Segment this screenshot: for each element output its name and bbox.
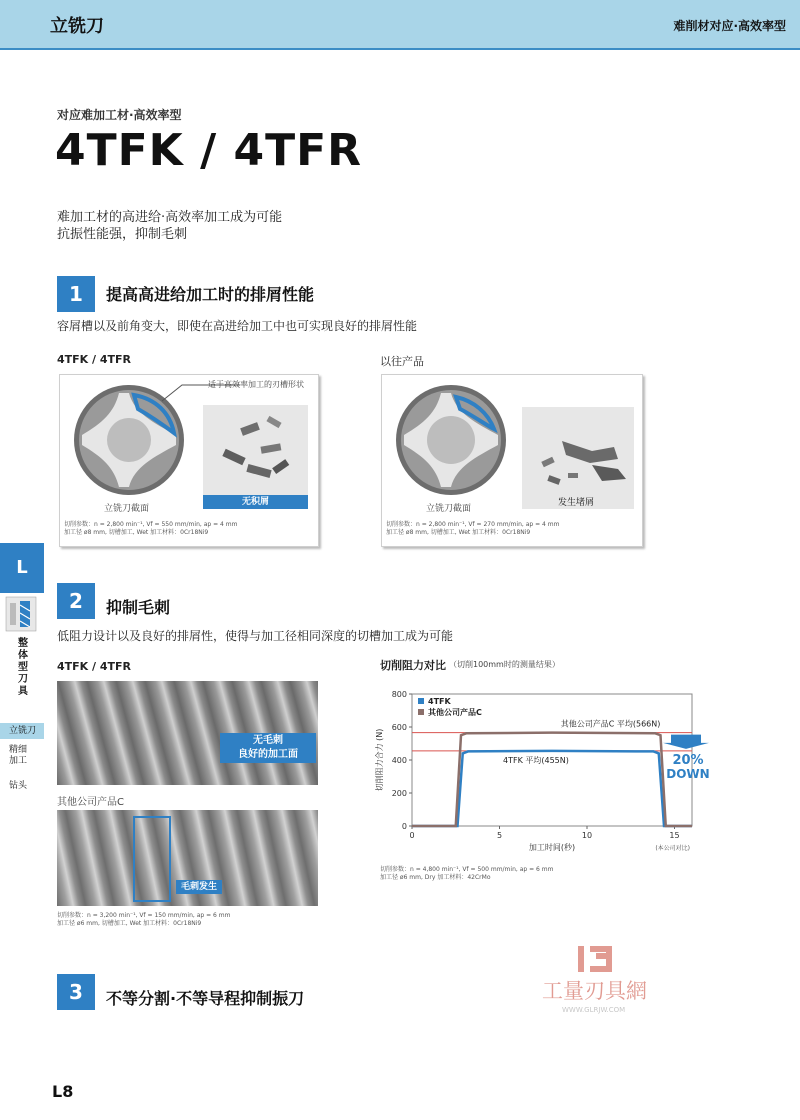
good-surface-text: 良好的加工面: [238, 749, 298, 760]
cross-section-label: 立铣刀截面: [104, 504, 150, 514]
section-1-title: 提高高进给加工时的排屑性能: [106, 285, 315, 304]
legend-label: 4TFK: [428, 697, 451, 706]
x-axis-label: 加工时间(秒): [528, 843, 576, 852]
watermark-url: WWW.GLRJW.COM: [562, 1006, 626, 1014]
cutting-conditions-1: 切削参数：n = 2,800 min⁻¹, Vf = 550 mm/min, ap = 4 mm: [64, 521, 238, 528]
sidebar-item-drill[interactable]: 钻头: [9, 781, 28, 791]
cutting-conditions-2: 加工径 ø8 mm, 切槽加工, Wet 加工材料：0Cr18Ni9: [64, 529, 209, 536]
header-title: 立铣刀: [50, 16, 104, 37]
chart-cond-2: 加工径 ø6 mm, Dry 加工材料：42CrMo: [380, 874, 491, 881]
x-tick-label: 10: [581, 831, 593, 840]
chip-photo: [203, 405, 308, 509]
y-tick-label: 800: [391, 690, 407, 699]
chip-clog-label: 发生堵屑: [558, 498, 595, 508]
legend-label: 其他公司产品C: [428, 708, 482, 717]
cross-section-label-conventional: 立铣刀截面: [426, 504, 472, 514]
legend-swatch: [418, 698, 424, 704]
legend-swatch: [418, 709, 424, 715]
chart-title: 切削阻力对比: [380, 659, 446, 672]
reduction-down: DOWN: [666, 766, 710, 781]
x-tick-label: 0: [409, 831, 415, 840]
chip-clog-photo: [522, 407, 634, 509]
annotation-competitor-avg: 其他公司产品C 平均(566N): [560, 719, 661, 729]
x-axis-note: (本公司对比): [655, 845, 690, 852]
conventional-product-panel: [381, 374, 643, 547]
y-tick-label: 200: [391, 789, 407, 798]
conventional-cross-section-icon: [394, 383, 508, 497]
burr-cond-2: 加工径 ø6 mm, 切槽加工, Wet 加工材料：0Cr18Ni9: [57, 920, 202, 927]
burr-photo-label-competitor: 其他公司产品C: [57, 797, 124, 808]
no-burr-text: 无毛刺: [253, 735, 283, 746]
y-tick-label: 600: [391, 723, 407, 732]
new-product-panel: [59, 374, 319, 547]
y-tick-label: 0: [401, 822, 407, 831]
product-title: 4TFK / 4TFR: [55, 125, 363, 176]
y-tick-label: 400: [391, 756, 407, 765]
sidebar-tab-l[interactable]: L: [0, 543, 44, 593]
page-number: L8: [52, 1082, 74, 1101]
flute-callout: 适于高效率加工的刃槽形状: [208, 380, 304, 389]
section-1-number: 1: [57, 276, 95, 312]
burr-occurred-tag: 毛刺发生: [176, 880, 222, 894]
section-3-title: 不等分割·不等导程抑制振刀: [106, 989, 305, 1008]
chart-cond-1: 切削参数：n = 4,800 min⁻¹, Vf = 500 mm/min, ap = 6 mm: [380, 866, 554, 873]
section-1-right-label: 以往产品: [380, 355, 424, 368]
y-axis-label: 切削阻力合力 (N): [375, 728, 384, 792]
page-header: [0, 0, 800, 48]
burr-photo-label-new: 4TFK / 4TFR: [57, 660, 132, 673]
section-2-title: 抑制毛刺: [106, 598, 171, 617]
watermark-text: 工量刃具網: [542, 979, 647, 1003]
chart-subtitle: （切削100mm时的测量结果）: [449, 660, 560, 669]
burr-highlight-box: [133, 816, 171, 902]
no-burr-tag: [220, 733, 316, 763]
product-desc-line2: 抗振性能强，抑制毛刺: [57, 227, 188, 242]
watermark-mark-icon: [538, 942, 678, 1022]
section-1-text: 容屑槽以及前角变大，即使在高进给加工中也可实现良好的排屑性能: [57, 319, 418, 333]
product-desc-line1: 难加工材的高进给·高效率加工成为可能: [57, 210, 283, 225]
x-tick-label: 15: [669, 831, 680, 840]
annotation-4tfk-avg: 4TFK 平均(455N): [503, 755, 569, 765]
section-2-text: 低阻力设计以及良好的排屑性，使得与加工径相同深度的切槽加工成为可能: [57, 629, 454, 643]
x-tick-label: 5: [496, 831, 503, 840]
product-subtitle: 对应难加工材·高效率型: [57, 108, 182, 122]
no-chip-buildup-tag: 无积屑: [203, 495, 308, 509]
cutting-conditions-conv-2: 加工径 ø8 mm, 切槽加工, Wet 加工材料：0Cr18Ni9: [386, 529, 531, 536]
section-1-left-label: 4TFK / 4TFR: [57, 353, 132, 366]
header-divider: [0, 48, 800, 50]
sidebar-item-endmill[interactable]: 立铣刀: [0, 723, 44, 739]
reduction-percent: 20%: [672, 752, 704, 768]
burr-cond-1: 切削参数：n = 3,200 min⁻¹, Vf = 150 mm/min, ap = 6 mm: [57, 912, 231, 919]
header-category: 难削材对应·高效率型: [673, 19, 786, 33]
watermark-logo: [538, 942, 678, 1022]
sidebar-vertical-label: 整体型刀具: [18, 638, 28, 697]
cutting-conditions-conv-1: 切削参数：n = 2,800 min⁻¹, Vf = 270 mm/min, ap = 4 mm: [386, 521, 560, 528]
solid-tool-icon: [6, 597, 36, 631]
cutting-force-chart: [372, 684, 710, 860]
sidebar-item-fine-machining[interactable]: 精细加工: [9, 745, 28, 766]
section-3-number: 3: [57, 974, 95, 1010]
surface-photo-competitor: [57, 810, 318, 906]
surface-photo-new: [57, 681, 318, 785]
section-2-number: 2: [57, 583, 95, 619]
